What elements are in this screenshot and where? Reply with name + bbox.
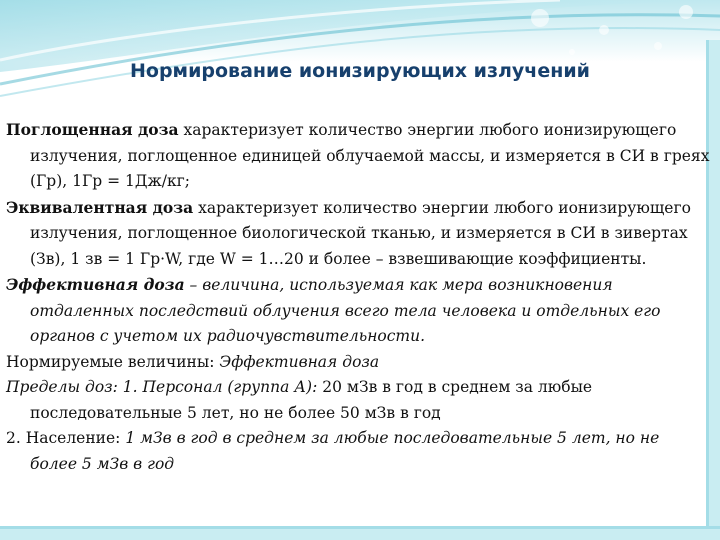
bubble — [654, 42, 662, 50]
bottom-border-shade — [0, 526, 720, 529]
personnel-label: 1. Персонал (группа А): — [122, 378, 323, 396]
equivalent-dose-text: характеризует количество энергии любого ионизирующего излучения, поглощенное биологической тканью, и измеряется в СИ в зивертах (Зв), 1 зв = 1 Гр·W, где W = 1…20 и более – взвешивающие коэффициенты. — [30, 198, 691, 268]
equivalent-dose-paragraph — [6, 195, 710, 273]
population-label: 2. Население: — [6, 429, 126, 447]
bubble — [569, 49, 575, 55]
bubble — [679, 5, 693, 19]
bubble — [599, 25, 609, 35]
population-paragraph — [6, 426, 710, 477]
normalized-values-paragraph — [6, 350, 710, 376]
absorbed-dose-paragraph — [6, 117, 710, 195]
bubble — [531, 9, 549, 27]
slide-body — [6, 117, 710, 477]
slide-title: Нормирование ионизирующих излучений — [130, 60, 590, 82]
population-limit-text: 1 мЗв в год в среднем за любые последовательные 5 лет, но не более 5 мЗв в год — [30, 429, 660, 473]
normalized-values-value: Эффективная доза — [219, 352, 380, 371]
effective-dose-paragraph — [6, 272, 710, 350]
absorbed-dose-term: Поглощенная доза — [6, 120, 179, 139]
personnel-limit-text: 20 мЗв в год в среднем за любые последовательные 5 лет, но не более 50 мЗв в год — [30, 378, 593, 422]
effective-dose-text: – величина, используемая как мера возникновения отдаленных последствий облучения всего тела человека и отдельных его органов с учетом их радиочувствительности. — [30, 276, 661, 345]
effective-dose-term: Эффективная доза — [6, 275, 185, 294]
bottom-border — [0, 529, 720, 540]
right-border — [709, 40, 720, 540]
dose-limits-label: Пределы доз: — [6, 378, 123, 396]
absorbed-dose-text: характеризует количество энергии любого ионизирующего излучения, поглощенное единицей облучаемой массы, и измеряется в СИ в греях (Гр), 1Гр = 1Дж/кг; — [30, 121, 710, 190]
equivalent-dose-term: Эквивалентная доза — [6, 197, 194, 217]
dose-limits-paragraph — [6, 375, 710, 426]
normalized-values-label: Нормируемые величины: — [6, 352, 220, 371]
